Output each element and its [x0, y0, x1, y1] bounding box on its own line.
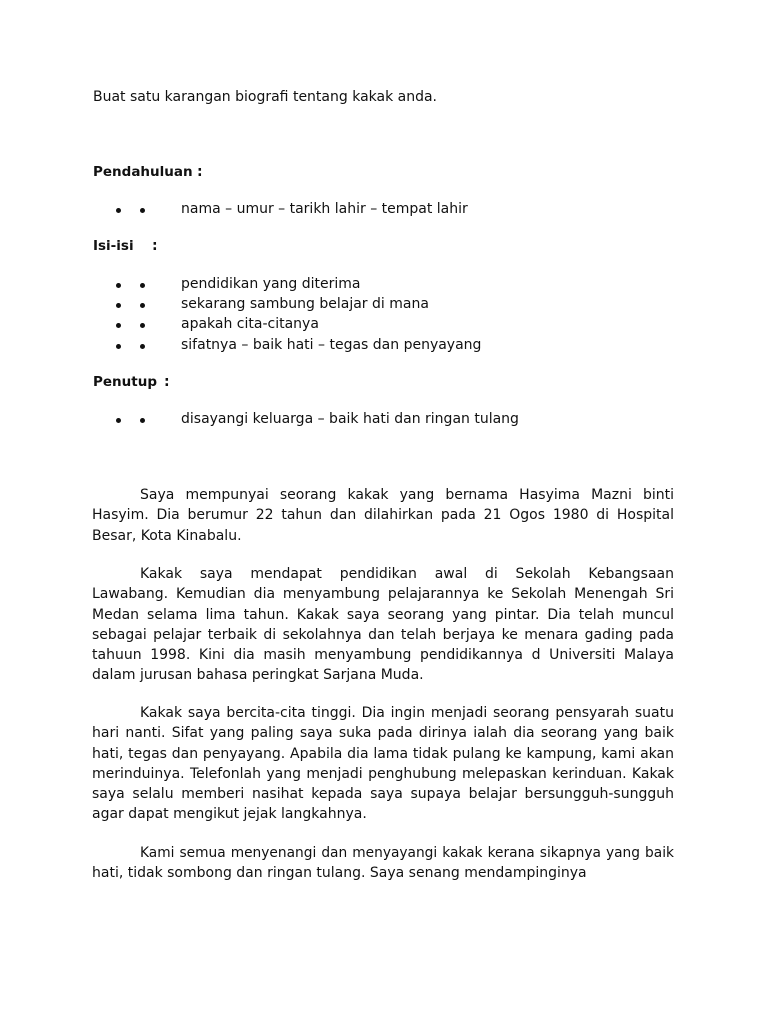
paragraph-line: Hasyim. Dia berumur 22 tahun dan dilahirkan pada 21 Ogos 1980 di Hospital	[92, 507, 674, 524]
essay-paragraph	[92, 485, 674, 546]
bullet-dot	[116, 283, 121, 288]
essay-paragraph	[92, 843, 674, 884]
bullet-dot	[116, 303, 121, 308]
section-colon: :	[152, 238, 158, 254]
bullet-dot	[140, 303, 145, 308]
list-item-text: disayangi keluarga – baik hati dan ringan tulang	[181, 411, 519, 427]
section-heading-pendahuluan: Pendahuluan	[93, 164, 193, 180]
paragraph-line: saya selalu memberi nasihat kepada saya supaya belajar bersungguh-sungguh	[92, 786, 674, 803]
essay-paragraph	[92, 703, 674, 825]
bullet-dot	[140, 323, 145, 328]
section-heading-isi-isi: Isi-isi	[93, 238, 134, 254]
bullet-dot	[116, 323, 121, 328]
bullet-dot	[140, 208, 145, 213]
bullet-dot	[140, 283, 145, 288]
bullet-dot	[140, 418, 145, 423]
section-heading-penutup: Penutup	[93, 374, 157, 390]
bullet-dot	[116, 208, 121, 213]
paragraph-line: agar dapat mengikut jejak langkahnya.	[92, 806, 367, 823]
paragraph-line: Kakak saya mendapat pendidikan awal di Sekolah Kebangsaan	[140, 566, 674, 582]
list-item-text: sekarang sambung belajar di mana	[181, 296, 429, 312]
list-item-text: nama – umur – tarikh lahir – tempat lahir	[181, 201, 468, 217]
paragraph-line: tahuun 1998. Kini dia masih menyambung pendidikannya d Universiti Malaya	[92, 647, 674, 664]
list-item-text: sifatnya – baik hati – tegas dan penyayang	[181, 337, 482, 353]
paragraph-line: Lawabang. Kemudian dia menyambung pelajarannya ke Sekolah Menengah Sri	[92, 586, 674, 603]
paragraph-line: Saya mempunyai seorang kakak yang bernama Hasyima Mazni binti	[140, 487, 674, 503]
paragraph-line: Kakak saya bercita-cita tinggi. Dia ingin menjadi seorang pensyarah suatu	[140, 705, 674, 721]
bullet-dot	[140, 344, 145, 349]
paragraph-line: sebagai pelajar terbaik di sekolahnya dan telah berjaya ke menara gading pada	[92, 626, 674, 643]
paragraph-line: hari nanti. Sifat yang paling saya suka pada dirinya ialah dia seorang yang baik	[92, 725, 674, 742]
paragraph-line: dalam jurusan bahasa peringkat Sarjana Muda.	[92, 667, 424, 684]
instruction-text: Buat satu karangan biografi tentang kakak anda.	[93, 89, 438, 105]
paragraph-line: Medan selama lima tahun. Kakak saya seorang yang pintar. Dia telah muncul	[92, 606, 674, 623]
paragraph-line: hati, tidak sombong dan ringan tulang. Saya senang mendampinginya	[92, 865, 587, 882]
paragraph-line: Besar, Kota Kinabalu.	[92, 527, 242, 544]
bullet-dot	[116, 344, 121, 349]
section-colon: :	[164, 374, 170, 390]
essay-paragraph	[92, 564, 674, 686]
list-item-text: pendidikan yang diterima	[181, 276, 361, 292]
paragraph-line: merinduinya. Telefonlah yang menjadi penghubung melepaskan kerinduan. Kakak	[92, 765, 674, 782]
paragraph-line: Kami semua menyenangi dan menyayangi kakak kerana sikapnya yang baik	[140, 845, 674, 861]
bullet-dot	[116, 418, 121, 423]
list-item-text: apakah cita-citanya	[181, 316, 319, 332]
paragraph-line: hati, tegas dan penyayang. Apabila dia lama tidak pulang ke kampung, kami akan	[92, 745, 674, 762]
section-colon: :	[197, 164, 203, 180]
